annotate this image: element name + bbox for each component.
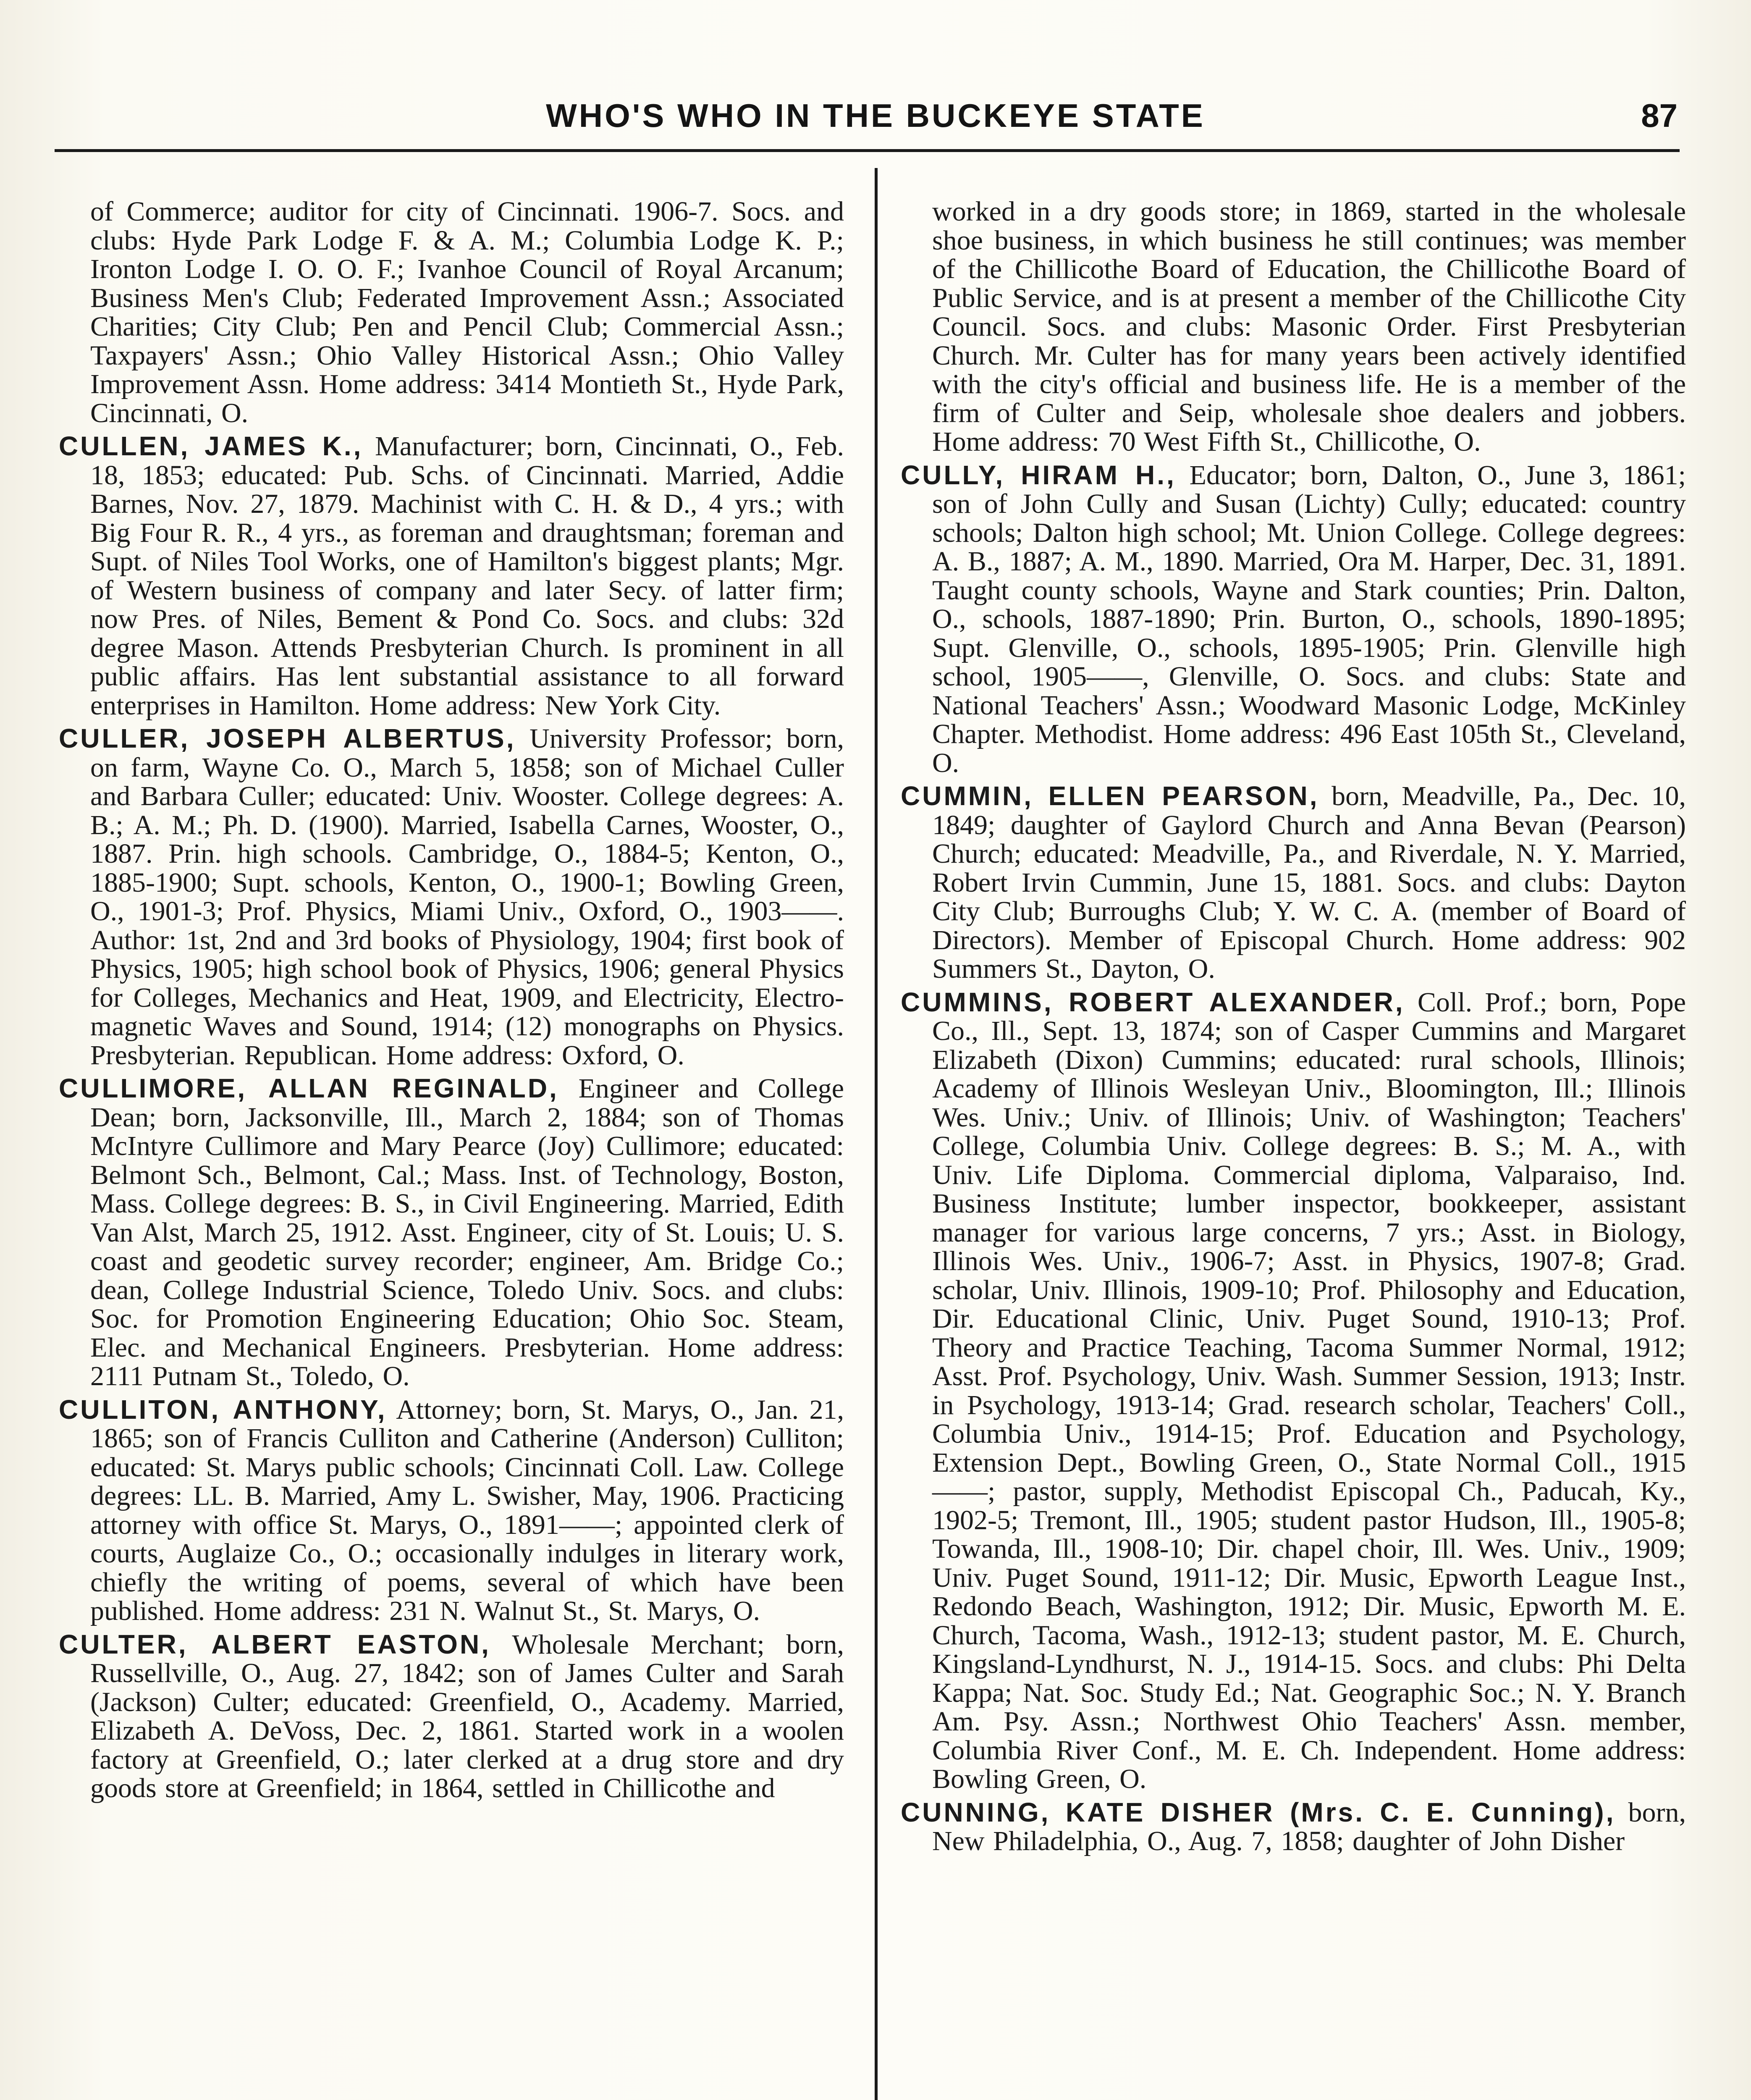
biography-entry xyxy=(59,724,844,1070)
biography-entry xyxy=(901,1798,1686,1856)
header-rule xyxy=(55,149,1680,152)
running-title: WHO'S WHO IN THE BUCKEYE STATE xyxy=(546,97,1205,134)
biography-entry xyxy=(901,461,1686,778)
biography-entry xyxy=(59,1074,844,1391)
biography-entry xyxy=(59,1395,844,1626)
left-column xyxy=(59,197,844,2100)
entry-name: CULLIMORE, ALLAN REGINALD, xyxy=(59,1073,559,1103)
entry-text: of Commerce; auditor for city of Cincinnati. 1906-7. Socs. and clubs: Hyde Park Lodge F. & A. M.; Columbia Lodge K. P.; Ironton Lodge I. O. O. F.; Ivanhoe Council of Royal Arcanum; Business Men's Club; Federated Improvement Assn.; Associated Charities; City Club; Pen and Pencil Club; Commercial Assn.; Taxpayers' Assn.; Ohio Valley Historical Assn.; Ohio Valley Improvement Assn. Home address: 3414 Montieth St., Hyde Park, Cincinnati, O. xyxy=(90,197,844,428)
entry-name: CULTER, ALBERT EASTON, xyxy=(59,1629,491,1659)
entry-name: CUMMIN, ELLEN PEARSON, xyxy=(901,781,1319,811)
biography-entry xyxy=(901,782,1686,984)
biography-entry xyxy=(59,197,844,428)
entry-text: born, New Philadelphia, O., Aug. 7, 1858; daughter of John Disher xyxy=(932,1797,1686,1856)
biography-entry xyxy=(59,1630,844,1803)
right-column xyxy=(901,197,1686,2100)
entry-text: Manufacturer; born, Cincinnati, O., Feb. 18, 1853; educated: Pub. Schs. of Cincinnati. Married, Addie Barnes, Nov. 27, 1879. Machinist with C. H. & D., 4 yrs.; with Big Four R. R., 4 yrs., as foreman and draughtsman; foreman and Supt. of Niles Tool Works, one of Hamilton's biggest plants; Mgr. of Western business of company and later Secy. of latter firm; now Pres. of Niles, Bement & Pond Co. Socs. and clubs: 32d degree Mason. Attends Presbyterian Church. Is prominent in all public affairs. Has lent substantial assistance to all forward enterprises in Hamilton. Home address: New York City. xyxy=(90,431,844,721)
entry-text: Coll. Prof.; born, Pope Co., Ill., Sept. 13, 1874; son of Casper Cummins and Margaret Elizabeth (Dixon) Cummins; educated: rural schools, Illinois; Academy of Illinois Wesleyan Univ., Bloomington, Ill.; Illinois Wes. Univ.; Univ. of Illinois; Univ. of Washington; Teachers' College, Columbia Univ. College degrees: B. S.; M. A., with Univ. Life Diploma. Commercial diploma, Valparaiso, Ind. Business Institute; lumber inspector, bookkeeper, assistant manager for various large concerns, 7 yrs.; Asst. in Biology, Illinois Wes. Univ., 1906-7; Asst. in Physics, 1907-8; Grad. scholar, Univ. Illinois, 1909-10; Prof. Philosophy and Education, Dir. Educational Clinic, Univ. Puget Sound, 1910-13; Prof. Theory and Practice Teaching, Tacoma Summer Normal, 1912; Asst. Prof. Psychology, Univ. Wash. Summer Session, 1913; Instr. in Psychology, 1913-14; Grad. research scholar, Teachers' Coll., Columbia Univ., 1914-15; Prof. Education and Psychology, Extension Dept., Bowling Green, O., State Normal Coll., 1915——; pastor, supply, Methodist Episcopal Ch., Paducah, Ky., 1902-5; Tremont, Ill., 1905; student pastor Hudson, Ill., 1905-8; Towanda, Ill., 1908-10; Dir. chapel choir, Ill. Wes. Univ., 1909; Univ. Puget Sound, 1911-12; Dir. Music, Epworth League Inst., Redondo Beach, Washington, 1912; Dir. Music, Epworth M. E. Church, Tacoma, Wash., 1912-13; student pastor, M. E. Church, Kingsland-Lyndhurst, N. J., 1914-15. Socs. and clubs: Phi Delta Kappa; Nat. Soc. Study Ed.; Nat. Geographic Soc.; N. Y. Branch Am. Psy. Assn.; Northwest Ohio Teachers' Assn. member, Columbia River Conf., M. E. Ch. Independent. Home address: Bowling Green, O. xyxy=(932,987,1686,1794)
page-number: 87 xyxy=(1641,97,1678,134)
entry-name: CULLITON, ANTHONY, xyxy=(59,1394,387,1425)
biography-entry xyxy=(901,988,1686,1794)
entry-name: CULLEN, JAMES K., xyxy=(59,431,363,461)
biography-entry xyxy=(59,432,844,720)
biography-entry xyxy=(901,197,1686,457)
entry-text: worked in a dry goods store; in 1869, started in the wholesale shoe business, in which business he still continues; was member of the Chillicothe Board of Education, the Chillicothe Board of Public Service, and is at present a member of the Chillicothe City Council. Socs. and clubs: Masonic Order. First Presbyterian Church. Mr. Culter has for many years been actively identified with the city's official and business life. He is a member of the firm of Culter and Seip, wholesale shoe dealers and jobbers. Home address: 70 West Fifth St., Chillicothe, O. xyxy=(932,197,1686,457)
entry-name: CUNNING, KATE DISHER (Mrs. C. E. Cunning), xyxy=(901,1797,1616,1827)
entry-name: CUMMINS, ROBERT ALEXANDER, xyxy=(901,987,1405,1017)
entry-text: Wholesale Merchant; born, Russellville, O., Aug. 27, 1842; son of James Culter and Sarah (Jackson) Culter; educated: Greenfield, O., Academy. Married, Elizabeth A. DeVoss, Dec. 2, 1861. Started work in a woolen factory at Greenfield, O.; later clerked at a drug store and dry goods store at Greenfield; in 1864, settled in Chillicothe and xyxy=(90,1629,844,1803)
entry-text: Attorney; born, St. Marys, O., Jan. 21, 1865; son of Francis Culliton and Catherine (Anderson) Culliton; educated: St. Marys public schools; Cincinnati Coll. Law. College degrees: LL. B. Married, Amy L. Swisher, May, 1906. Practicing attorney with office St. Marys, O., 1891——; appointed clerk of courts, Auglaize Co., O.; occasionally indulges in literary work, chiefly the writing of poems, several of which have been published. Home address: 231 N. Walnut St., St. Marys, O. xyxy=(90,1394,844,1626)
entry-text: Engineer and College Dean; born, Jacksonville, Ill., March 2, 1884; son of Thomas McIntyre Cullimore and Mary Pearce (Joy) Cullimore; educated: Belmont Sch., Belmont, Cal.; Mass. Inst. of Technology, Boston, Mass. College degrees: B. S., in Civil Engineering. Married, Edith Van Alst, March 25, 1912. Asst. Engineer, city of St. Louis; U. S. coast and geodetic survey recorder; engineer, Am. Bridge Co.; dean, College Industrial Science, Toledo Univ. Socs. and clubs: Soc. for Promotion Engineering Education; Ohio Soc. Steam, Elec. and Mechanical Engineers. Presbyterian. Home address: 2111 Putnam St., Toledo, O. xyxy=(90,1073,844,1391)
entry-text: University Professor; born, on farm, Wayne Co. O., March 5, 1858; son of Michael Culler and Barbara Culler; educated: Univ. Wooster. College degrees: A. B.; A. M.; Ph. D. (1900). Married, Isabella Carnes, Wooster, O., 1887. Prin. high schools. Cambridge, O., 1884-5; Kenton, O., 1885-1900; Supt. schools, Kenton, O., 1900-1; Bowling Green, O., 1901-3; Prof. Physics, Miami Univ., Oxford, O., 1903——. Author: 1st, 2nd and 3rd books of Physiology, 1904; first book of Physics, 1905; high school book of Physics, 1906; general Physics for Colleges, Mechanics and Heat, 1909, and Electricity, Electro-magnetic Waves and Sound, 1914; (12) monographs on Physics. Presbyterian. Republican. Home address: Oxford, O. xyxy=(90,723,844,1071)
column-divider xyxy=(875,168,878,2100)
entry-name: CULLY, HIRAM H., xyxy=(901,459,1176,490)
entry-name: CULLER, JOSEPH ALBERTUS, xyxy=(59,723,516,753)
entry-text: born, Meadville, Pa., Dec. 10, 1849; daughter of Gaylord Church and Anna Bevan (Pearson) Church; educated: Meadville, Pa., and Riverdale, N. Y. Married, Robert Irvin Cummin, June 15, 1881. Socs. and clubs: Dayton City Club; Burroughs Club; Y. W. C. A. (member of Board of Directors). Member of Episcopal Church. Home address: 902 Summers St., Dayton, O. xyxy=(932,781,1686,984)
entry-text: Educator; born, Dalton, O., June 3, 1861; son of John Cully and Susan (Lichty) Cully; educated: country schools; Dalton high school; Mt. Union College. College degrees: A. B., 1887; A. M., 1890. Married, Ora M. Harper, Dec. 31, 1891. Taught county schools, Wayne and Stark counties; Prin. Dalton, O., schools, 1887-1890; Prin. Burton, O., schools, 1890-1895; Supt. Glenville, O., schools, 1895-1905; Prin. Glenville high school, 1905——, Glenville, O. Socs. and clubs: State and National Teachers' Assn.; Woodward Masonic Lodge, McKinley Chapter. Methodist. Home address: 496 East 105th St., Cleveland, O. xyxy=(932,459,1686,778)
